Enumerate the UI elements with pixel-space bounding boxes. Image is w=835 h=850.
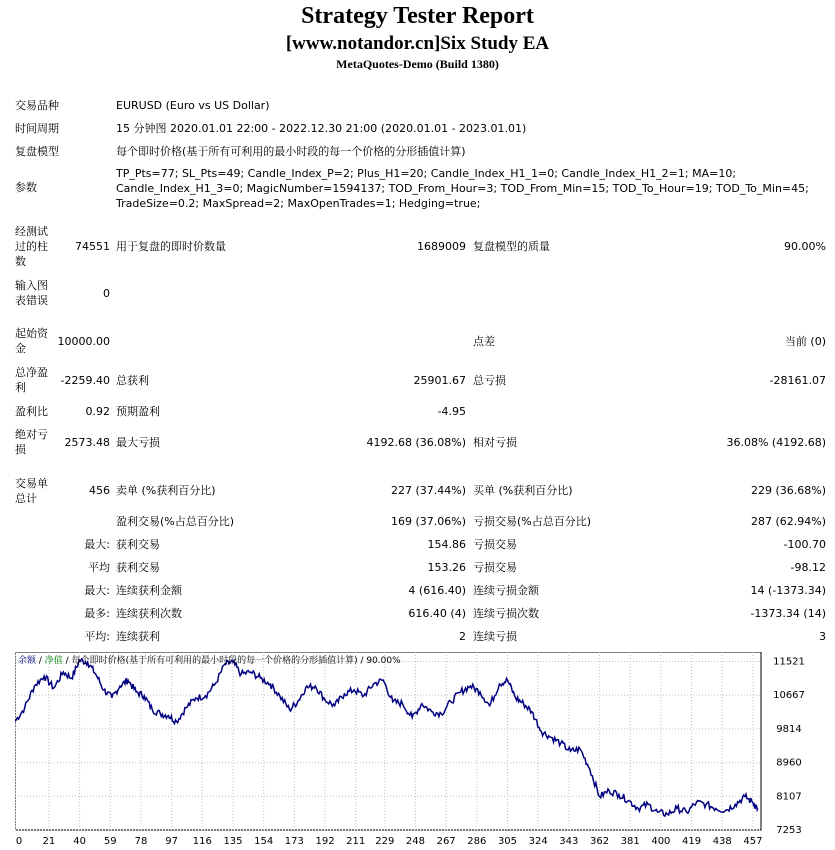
- period-value: 15 分钟图 2020.01.01 22:00 - 2022.12.30 21:00 (2020.01.01 - 2023.01.01): [116, 122, 527, 135]
- max-consec-wins-label: 连续获利金额: [116, 584, 182, 597]
- deposit-value: 10000.00: [57, 335, 110, 348]
- rel-drawdown-label: 相对亏损: [473, 436, 517, 449]
- x-tick-label: 192: [315, 836, 335, 847]
- avg-profit-label: 获利交易: [116, 561, 160, 574]
- avg-consec-wins-value: 2: [459, 630, 466, 643]
- x-tick-label: 286: [467, 836, 487, 847]
- y-tick-label: 8107: [776, 791, 802, 803]
- x-tick-label: 211: [346, 836, 366, 847]
- legend-quality: 90.00%: [366, 656, 401, 666]
- spread-label: 点差: [473, 335, 495, 348]
- symbol-label: 交易品种: [15, 99, 59, 112]
- x-tick-label: 381: [620, 836, 640, 847]
- y-tick-label: 7253: [776, 825, 802, 836]
- bars-value: 74551: [75, 240, 110, 253]
- profit-factor-label: 盈利比: [15, 405, 48, 418]
- most-consec-profit-value: 616.40 (4): [408, 607, 466, 620]
- max-consec-wins-value: 4 (616.40): [408, 584, 466, 597]
- x-tick-label: 40: [73, 836, 86, 847]
- errors-label: 输入图表错误: [15, 279, 48, 307]
- largest-loss-label: 亏损交易: [473, 538, 517, 551]
- x-tick-label: 248: [405, 836, 425, 847]
- avg-loss-value: -98.12: [790, 561, 826, 574]
- loss-trades-value: 287 (62.94%): [750, 515, 826, 528]
- expected-payoff-value: -4.95: [437, 405, 466, 418]
- max-drawdown-label: 最大亏损: [116, 436, 160, 449]
- chart-frame: [15, 652, 761, 830]
- gross-profit-value: 25901.67: [413, 374, 466, 387]
- max-drawdown-value: 4192.68 (36.08%): [366, 436, 466, 449]
- period-label: 时间周期: [15, 122, 59, 135]
- most-consec-loss-label: 连续亏损次数: [473, 607, 539, 620]
- y-tick-label: 8960: [776, 757, 802, 769]
- largest-loss-value: -100.70: [783, 538, 826, 551]
- model-value: 每个即时价格(基于所有可利用的最小时段的每一个价格的分形插值计算): [116, 145, 466, 158]
- legend-balance: 余额: [18, 656, 37, 666]
- x-tick-label: 173: [284, 836, 304, 847]
- avg-consec-losses-value: 3: [819, 630, 826, 643]
- profit-trades-label: 盈利交易(%占总百分比): [116, 515, 235, 528]
- x-tick-label: 135: [223, 836, 243, 847]
- model-label: 复盘模型: [15, 145, 59, 158]
- abs-drawdown-value: 2573.48: [64, 436, 110, 449]
- gross-loss-value: -28161.07: [769, 374, 826, 387]
- largest-prefix: 最大:: [84, 538, 110, 551]
- legend-model: 每个即时价格(基于所有可利用的最小时段的每一个价格的分形插值计算): [71, 656, 358, 666]
- svg-text:余额 / 净值 / 每个即时价格(基于所有可利用的最小时段的: [18, 654, 401, 666]
- legend-sep-2: /: [62, 656, 72, 666]
- gross-loss-label: 总亏损: [473, 374, 506, 387]
- long-positions-label: 买单 (%获利百分比): [473, 484, 573, 497]
- quality-value: 90.00%: [784, 240, 826, 253]
- avg-consec-losses-label: 连续亏损: [473, 630, 517, 643]
- x-tick-label: 59: [103, 836, 117, 847]
- most-prefix: 最多:: [84, 607, 110, 620]
- y-tick-label: 9814: [776, 723, 802, 735]
- params-label: 参数: [15, 181, 37, 194]
- x-tick-label: 324: [528, 836, 548, 847]
- avg-profit-value: 153.26: [427, 561, 466, 574]
- x-tick-label: 343: [559, 836, 579, 847]
- average-prefix: 平均: [88, 561, 110, 574]
- balance-chart: [15, 652, 830, 850]
- short-positions-label: 卖单 (%获利百分比): [116, 484, 216, 497]
- y-tick-label: 10667: [773, 690, 805, 702]
- profit-factor-value: 0.92: [85, 405, 110, 418]
- most-consec-profit-label: 连续获利次数: [116, 607, 182, 620]
- x-tick-label: 400: [651, 836, 671, 847]
- build-info: MetaQuotes-Demo (Build 1380): [336, 57, 499, 71]
- avg-consec-wins-label: 连续获利: [116, 630, 160, 643]
- y-tick-label: 11521: [773, 656, 805, 668]
- x-tick-label: 97: [165, 836, 178, 847]
- errors-value: 0: [103, 287, 110, 300]
- x-tick-label: 362: [589, 836, 610, 847]
- x-tick-label: 21: [42, 836, 56, 847]
- x-tick-label: 305: [497, 836, 518, 847]
- abs-drawdown-label: 绝对亏损: [15, 428, 48, 456]
- ea-name: [www.notandor.cn]Six Study EA: [285, 33, 550, 54]
- x-tick-label: 438: [712, 836, 732, 847]
- ticks-label: 用于复盘的即时价数量: [116, 240, 226, 253]
- quality-label: 复盘模型的质量: [473, 240, 550, 253]
- params-value: TP_Pts=77; SL_Pts=49; Candle_Index_P=2; Plus_H1=20; Candle_Index_H1_1=0; Candle_Index_H1_2=1; MA=10; Candle_Index_H1_3=0; MagicNumber=1594137; TOD_From_Hour=3; TOD_From_Min=15; TOD_To_Hour=19; TOD_To_Min=45; TradeSize=0.2; MaxSpread=2; MaxOpenTrades=1; Hedging=true;: [116, 167, 809, 210]
- x-tick-label: 78: [134, 836, 148, 847]
- x-tick-label: 267: [436, 836, 456, 847]
- avg-consec-prefix: 平均:: [84, 630, 110, 643]
- total-trades-label: 交易单总计: [15, 477, 48, 505]
- rel-drawdown-value: 36.08% (4192.68): [726, 436, 826, 449]
- long-positions-value: 229 (36.68%): [750, 484, 826, 497]
- x-tick-label: 0: [15, 836, 23, 847]
- symbol-value: EURUSD (Euro vs US Dollar): [116, 99, 270, 112]
- max-prefix: 最大:: [84, 584, 110, 597]
- deposit-label: 起始资金: [15, 327, 48, 355]
- x-tick-label: 229: [375, 836, 395, 847]
- total-trades-value: 456: [89, 484, 110, 497]
- expected-payoff-label: 预期盈利: [116, 405, 160, 418]
- x-tick-label: 116: [192, 836, 212, 847]
- max-consec-losses-value: 14 (-1373.34): [750, 584, 826, 597]
- largest-profit-label: 获利交易: [116, 538, 160, 551]
- legend-sep-3: /: [357, 656, 367, 666]
- x-tick-label: 419: [682, 836, 702, 847]
- net-profit-value: -2259.40: [60, 374, 110, 387]
- gross-profit-label: 总获利: [116, 374, 149, 387]
- x-tick-label: 457: [743, 836, 763, 847]
- y-axis: [773, 656, 805, 836]
- ticks-value: 1689009: [417, 240, 466, 253]
- bars-label: 经测试过的柱数: [15, 225, 48, 268]
- loss-trades-label: 亏损交易(%占总百分比): [473, 515, 592, 528]
- report-title: Strategy Tester Report: [301, 3, 534, 29]
- profit-trades-value: 169 (37.06%): [390, 515, 466, 528]
- net-profit-label: 总净盈利: [15, 366, 48, 394]
- legend-sep-1: /: [36, 656, 45, 666]
- largest-profit-value: 154.86: [427, 538, 466, 551]
- max-consec-losses-label: 连续亏损金额: [473, 584, 539, 597]
- x-axis: [16, 836, 763, 847]
- spread-value: 当前 (0): [784, 335, 826, 348]
- short-positions-value: 227 (37.44%): [390, 484, 466, 497]
- x-tick-label: 154: [254, 836, 274, 847]
- most-consec-loss-value: -1373.34 (14): [750, 607, 826, 620]
- legend-equity: 净值: [44, 656, 63, 666]
- avg-loss-label: 亏损交易: [473, 561, 517, 574]
